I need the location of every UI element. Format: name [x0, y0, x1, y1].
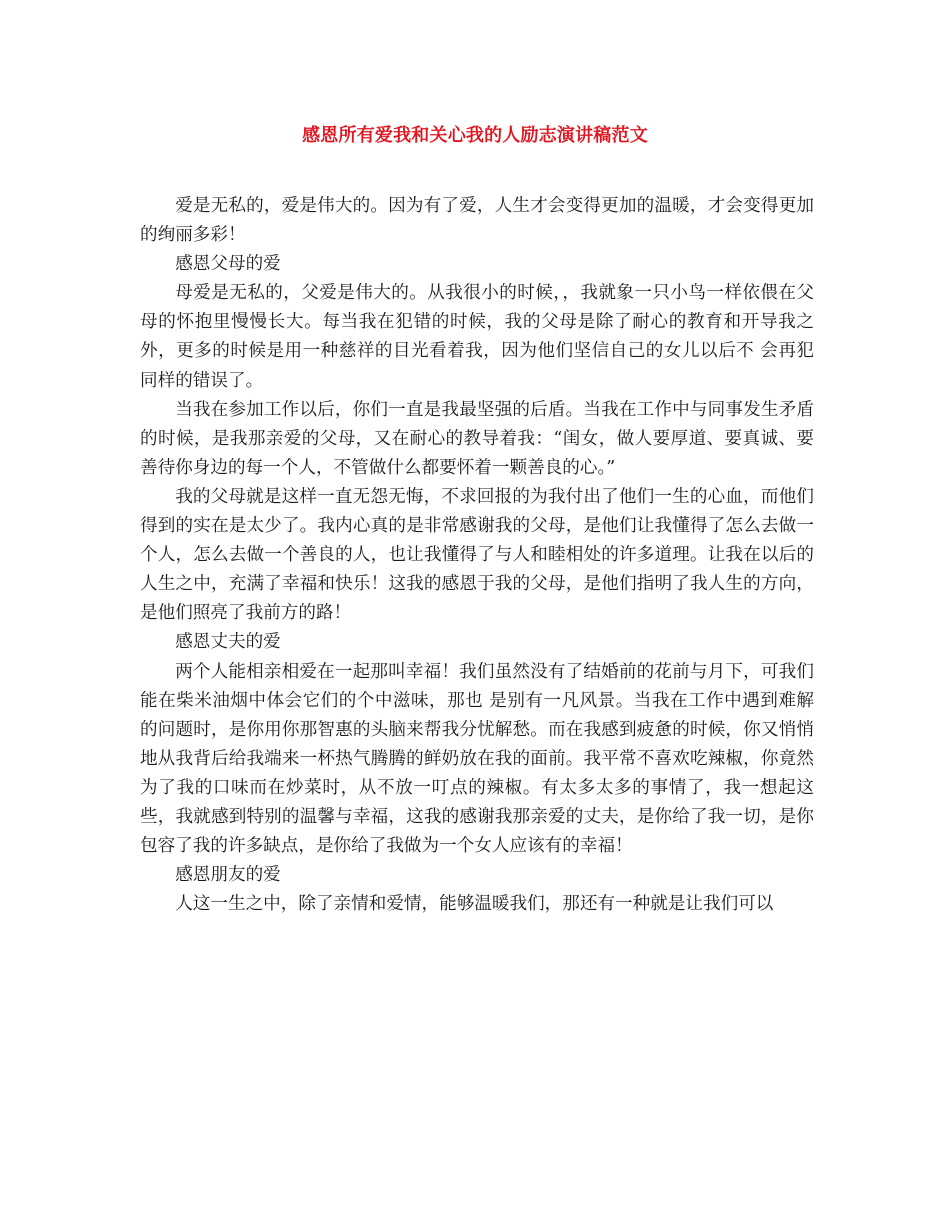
paragraph-husband: 两个人能相亲相爱在一起那叫幸福！我们虽然没有了结婚前的花前与月下，可我们能在柴米油烟中体会它们的个中滋味，那也 是别有一凡风景。当我在工作中遇到难解的问题时，是你用你那智惠的头脑来帮我分忧解愁。而在我感到疲惫的时候，你又悄悄地从我背后给我端来一杯热气腾腾的鲜奶放在我的面前。我平常不喜欢吃辣椒，你竟然为了我的口味而在炒菜时，从不放一叮点的辣椒。有太多太多的事情了，我一想起这些，我就感到特别的温馨与幸福，这我的感谢我那亲爱的丈夫，是你给了我一切，是你包容了我的许多缺点，是你给了我做为一个女人应该有的幸福！ — [140, 661, 814, 857]
paragraph-parents-3: 我的父母就是这样一直无怨无悔，不求回报的为我付出了他们一生的心血，而他们得到的实在是太少了。我内心真的是非常感谢我的父母，是他们让我懂得了怎么去做一个人，怎么去做一个善良的人，也让我懂得了与人和睦相处的许多道理。让我在以后的人生之中，充满了幸福和快乐！这我的感恩于我的父母，是他们指明了我人生的方向，是他们照亮了我前方的路！ — [140, 486, 814, 624]
paragraph-parents-2: 当我在参加工作以后，你们一直是我最坚强的后盾。当我在工作中与同事发生矛盾的时候，是我那亲爱的父母，又在耐心的教导着我：“闺女，做人要厚道、要真诚、要善待你身边的每一个人，不管做什么都要怀着一颗善良的心。” — [140, 399, 814, 478]
document-title: 感恩所有爱我和关心我的人励志演讲稿范文 — [302, 125, 648, 146]
paragraph-intro: 爱是无私的，爱是伟大的。因为有了爱，人生才会变得更加的温暖，才会变得更加的绚丽多彩！ — [140, 196, 814, 246]
section-heading-husband: 感恩丈夫的爱 — [175, 632, 281, 653]
paragraph-parents-1: 母爱是无私的，父爱是伟大的。从我很小的时候，，我就象一只小鸟一样依偎在父母的怀抱里慢慢长大。每当我在犯错的时候，我的父母是除了耐心的教育和开导我之外，更多的时候是用一种慈祥的目光看着我，因为他们坚信自己的女儿以后不 会再犯同样的错误了。 — [140, 283, 814, 391]
section-heading-friends: 感恩朋友的爱 — [175, 865, 281, 886]
document-body — [140, 192, 814, 919]
section-heading-parents: 感恩父母的爱 — [175, 254, 281, 275]
paragraph-friends: 人这一生之中，除了亲情和爱情，能够温暖我们，那还有一种就是让我们可以 — [175, 894, 774, 915]
